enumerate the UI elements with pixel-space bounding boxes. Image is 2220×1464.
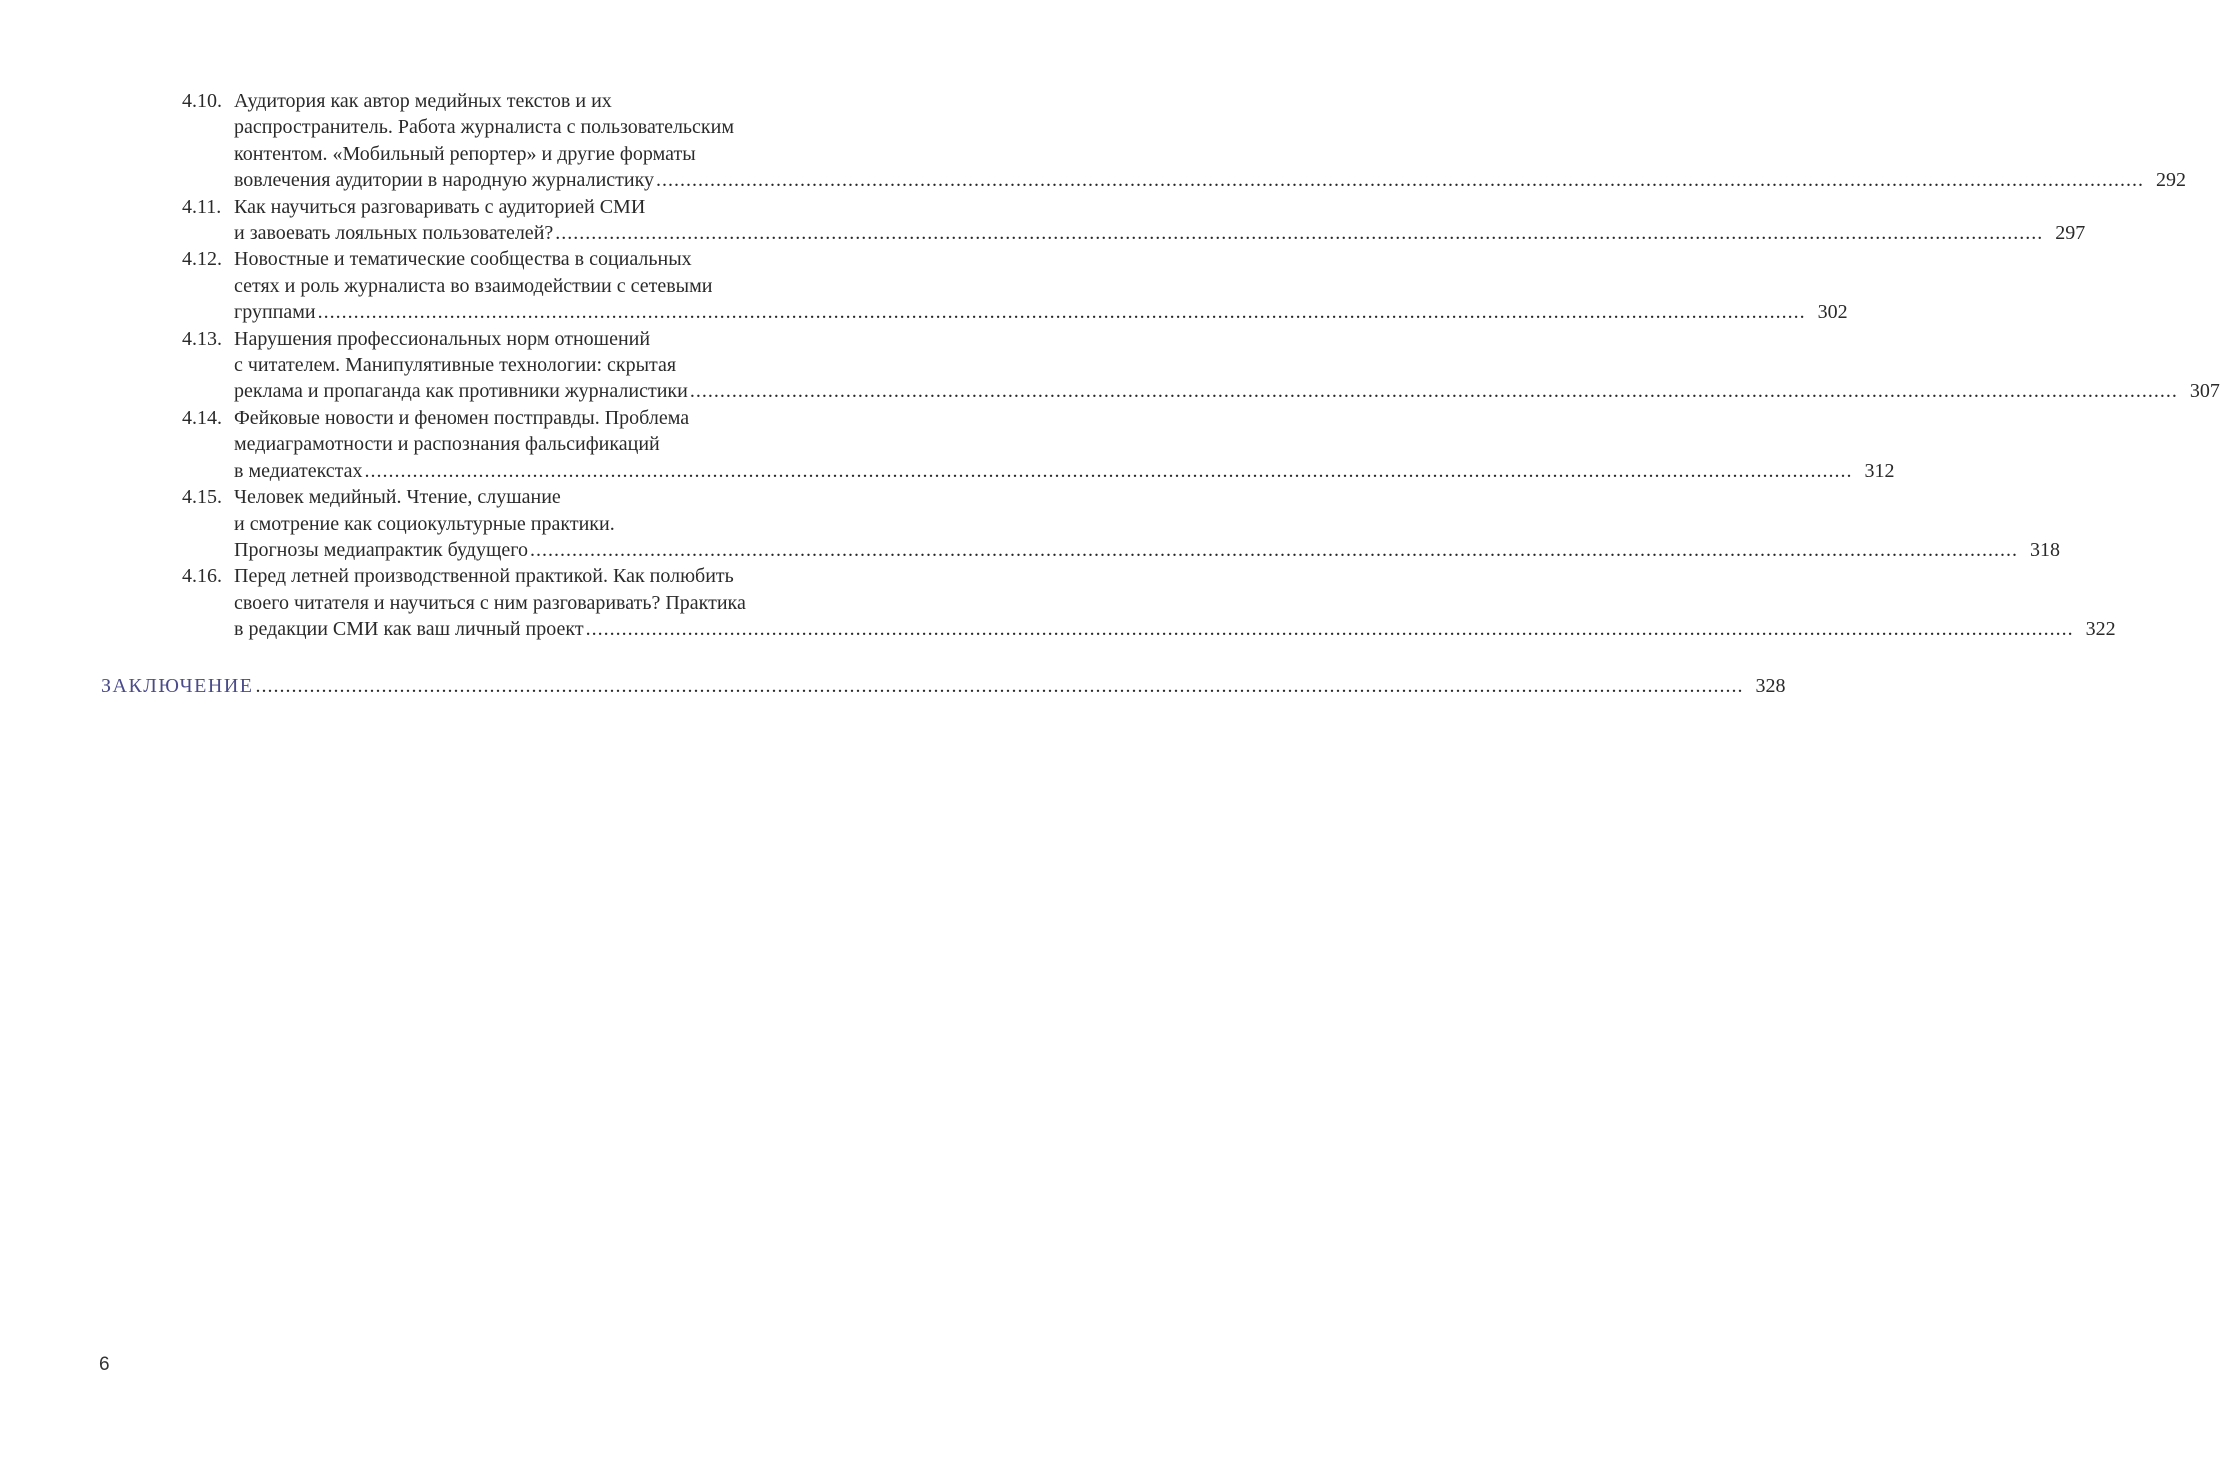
dot-leader [255,673,1743,699]
dot-leader [365,458,1853,484]
toc-entry-page: 307 [2189,380,2220,403]
toc-entry-4-14[interactable] [182,405,1895,484]
toc-entry-page: 292 [2156,169,2187,192]
toc-entry-line: группами [234,301,316,324]
toc-entry-last-line [234,299,1848,325]
toc-entry-line: Как научиться разговаривать с аудиторией СМИ [234,195,646,218]
toc-entry-last-line [234,458,1895,484]
toc-entry-4-12[interactable] [182,246,1848,325]
toc-entry-number: 4.10. [182,90,222,112]
toc-entry-4-10[interactable] [182,88,2187,194]
toc-entry-line: в медиатекстах [234,459,363,482]
toc-entry-number: 4.13. [182,327,222,350]
toc-entry-line: медиаграмотности и распознания фальсификаций [234,433,660,456]
toc-entry-last-line [234,537,2060,563]
toc-entry-number: 4.16. [182,565,222,588]
toc-entry-title [234,326,2220,405]
toc-entry-last-line [234,220,2085,246]
table-of-contents [182,88,2220,643]
toc-entry-title [234,246,1848,325]
toc-entry-last-line [234,616,2116,642]
toc-entry-number: 4.15. [182,486,222,509]
toc-entry-conclusion[interactable] [101,673,1786,699]
toc-entry-line: сетях и роль журналиста во взаимодействии с сетевыми [234,274,713,297]
toc-entry-title [234,405,1895,484]
toc-entry-4-11[interactable] [182,194,2086,247]
dot-leader [530,537,2018,563]
page-number: 6 [99,1354,110,1375]
toc-entry-title [234,194,2085,247]
toc-entry-line: реклама и пропаганда как противники журналистики [234,380,688,403]
toc-entry-title [234,563,2116,642]
toc-entry-line: Прогнозы медиапрактик будущего [234,538,528,561]
dot-leader [656,167,2144,193]
toc-entry-line: и завоевать лояльных пользователей? [234,222,554,245]
toc-entry-line: распространитель. Работа журналиста с пользовательским [234,116,734,139]
toc-entry-line: вовлечения аудитории в народную журналистику [234,169,655,192]
toc-entry-line: в редакции СМИ как ваш личный проект [234,618,584,641]
toc-entry-last-line [234,167,2186,193]
toc-entry-number: 4.14. [182,406,222,429]
conclusion-title: ЗАКЛЮЧЕНИЕ [101,675,254,697]
dot-leader [555,220,2043,246]
dot-leader [690,378,2178,404]
toc-entry-4-16[interactable] [182,563,2116,642]
toc-entry-4-15[interactable] [182,484,2060,563]
toc-entry-page: 297 [2055,222,2086,245]
toc-entry-4-13[interactable] [182,326,2220,405]
toc-entry-last-line [234,378,2220,404]
toc-entry-page: 302 [1817,301,1848,324]
toc-entry-line: и смотрение как социокультурные практики. [234,512,615,535]
toc-entry-line: своего читателя и научиться с ним разговаривать? Практика [234,591,746,614]
toc-entry-line: Человек медийный. Чтение, слушание [234,486,561,509]
toc-entry-line: Нарушения профессиональных норм отношений [234,327,651,350]
toc-entry-page: 318 [2029,538,2060,561]
toc-entry-page: 322 [2085,618,2116,641]
dot-leader [586,616,2074,642]
toc-entry-line: Новостные и тематические сообщества в социальных [234,248,692,271]
toc-entry-page: 312 [1864,459,1895,482]
conclusion-page: 328 [1755,675,1786,697]
toc-entry-line: Фейковые новости и феномен постправды. Проблема [234,406,690,429]
toc-entry-number: 4.12. [182,248,222,271]
dot-leader [318,299,1806,325]
toc-entry-line: Перед летней производственной практикой. Как полюбить [234,565,734,588]
toc-entry-line: с читателем. Манипулятивные технологии: скрытая [234,354,677,377]
toc-entry-number: 4.11. [182,195,222,218]
toc-entry-title [234,88,2186,194]
toc-entry-title [234,484,2060,563]
toc-entry-line: контентом. «Мобильный репортер» и другие форматы [234,142,696,165]
toc-entry-line: Аудитория как автор медийных текстов и их [234,90,612,112]
